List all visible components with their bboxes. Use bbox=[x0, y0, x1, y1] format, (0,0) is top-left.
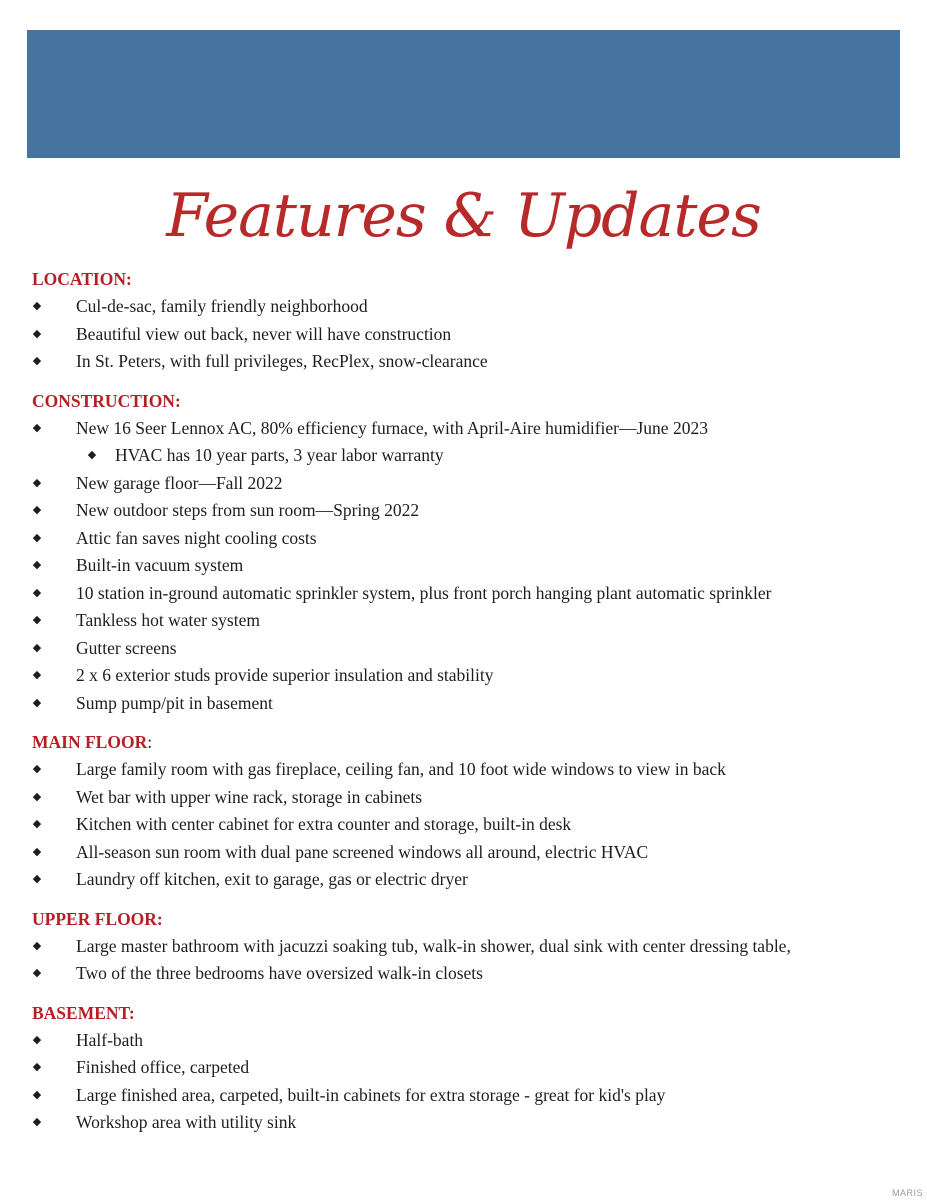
section-construction bbox=[32, 388, 912, 718]
list-item: ◆ Large master bathroom with jacuzzi soaking tub, walk-in shower, dual sink with center dressing table, bbox=[32, 933, 912, 961]
diamond-bullet-icon: ◆ bbox=[87, 449, 97, 461]
list-item: ◆ All-season sun room with dual pane screened windows all around, electric HVAC bbox=[32, 839, 912, 867]
section-basement bbox=[32, 1000, 912, 1137]
list-item: ◆ Large family room with gas fireplace, ceiling fan, and 10 foot wide windows to view in back bbox=[32, 756, 912, 784]
list-construction bbox=[32, 415, 912, 718]
list-item: ◆ New 16 Seer Lennox AC, 80% efficiency furnace, with April-Aire humidifier—June 2023 bbox=[32, 415, 912, 443]
list-item: ◆ Two of the three bedrooms have oversized walk-in closets bbox=[32, 960, 912, 988]
list-location bbox=[32, 293, 912, 376]
list-item: ◆ 2 x 6 exterior studs provide superior insulation and stability bbox=[32, 662, 912, 690]
diamond-bullet-icon: ◆ bbox=[32, 696, 42, 709]
diamond-bullet-icon: ◆ bbox=[32, 818, 42, 830]
page-title: Features & Updates bbox=[166, 181, 761, 251]
section-upper-floor bbox=[32, 906, 912, 988]
diamond-bullet-icon: ◆ bbox=[32, 586, 42, 599]
list-item: ◆ Beautiful view out back, never will have construction bbox=[32, 321, 912, 349]
diamond-bullet-icon: ◆ bbox=[32, 669, 42, 681]
list-item: ◆ Sump pump/pit in basement bbox=[32, 690, 912, 718]
diamond-bullet-icon: ◆ bbox=[32, 967, 42, 979]
list-item: ◆ New garage floor—Fall 2022 bbox=[32, 470, 912, 498]
list-item: ◆ Wet bar with upper wine rack, storage in cabinets bbox=[32, 784, 912, 812]
diamond-bullet-icon: ◆ bbox=[32, 476, 42, 489]
list-item: ◆ Laundry off kitchen, exit to garage, gas or electric dryer bbox=[32, 866, 912, 894]
section-title-location: LOCATION: bbox=[32, 269, 132, 289]
list-item: ◆ Kitchen with center cabinet for extra counter and storage, built-in desk bbox=[32, 811, 912, 839]
section-title-upper-floor: UPPER FLOOR: bbox=[32, 908, 163, 929]
diamond-bullet-icon: ◆ bbox=[32, 1061, 42, 1073]
diamond-bullet-icon: ◆ bbox=[32, 641, 42, 654]
diamond-bullet-icon: ◆ bbox=[32, 504, 42, 516]
list-item: ◆ In St. Peters, with full privileges, RecPlex, snow-clearance bbox=[32, 348, 912, 376]
section-location bbox=[32, 266, 912, 376]
list-item: ◆ Half-bath bbox=[32, 1027, 912, 1055]
list-item: ◆ Gutter screens bbox=[32, 635, 912, 663]
list-item: ◆ Cul-de-sac, family friendly neighborhood bbox=[32, 293, 912, 321]
diamond-bullet-icon: ◆ bbox=[32, 763, 42, 775]
list-item: ◆ Attic fan saves night cooling costs bbox=[32, 525, 912, 553]
diamond-bullet-icon: ◆ bbox=[32, 790, 42, 803]
diamond-bullet-icon: ◆ bbox=[32, 327, 42, 340]
list-main-floor bbox=[32, 756, 912, 894]
list-subitem: ◆ HVAC has 10 year parts, 3 year labor warranty bbox=[32, 442, 912, 470]
features-content bbox=[32, 266, 912, 1149]
list-upper-floor bbox=[32, 933, 912, 988]
watermark-label: MARIS bbox=[891, 1188, 923, 1198]
list-item: ◆ Finished office, carpeted bbox=[32, 1054, 912, 1082]
section-title-construction: CONSTRUCTION: bbox=[32, 390, 181, 411]
diamond-bullet-icon: ◆ bbox=[32, 873, 42, 885]
diamond-bullet-icon: ◆ bbox=[32, 531, 42, 544]
diamond-bullet-icon: ◆ bbox=[32, 559, 42, 571]
diamond-bullet-icon: ◆ bbox=[32, 300, 42, 312]
diamond-bullet-icon: ◆ bbox=[32, 1088, 42, 1101]
diamond-bullet-icon: ◆ bbox=[32, 421, 42, 434]
diamond-bullet-icon: ◆ bbox=[32, 1033, 42, 1046]
list-item: ◆ New outdoor steps from sun room—Spring 2022 bbox=[32, 497, 912, 525]
section-title-main-floor: MAIN FLOOR: bbox=[32, 732, 153, 752]
section-main-floor bbox=[32, 729, 912, 894]
diamond-bullet-icon: ◆ bbox=[32, 614, 42, 626]
section-title-basement: BASEMENT: bbox=[32, 1002, 135, 1023]
header-banner bbox=[27, 30, 900, 158]
diamond-bullet-icon: ◆ bbox=[32, 939, 42, 952]
diamond-bullet-icon: ◆ bbox=[32, 845, 42, 858]
list-item: ◆ 10 station in-ground automatic sprinkler system, plus front porch hanging plant automatic sprinkler bbox=[32, 580, 912, 608]
list-item: ◆ Built-in vacuum system bbox=[32, 552, 912, 580]
diamond-bullet-icon: ◆ bbox=[32, 1116, 42, 1128]
list-item: ◆ Workshop area with utility sink bbox=[32, 1109, 912, 1137]
list-item: ◆ Tankless hot water system bbox=[32, 607, 912, 635]
list-item: ◆ Large finished area, carpeted, built-in cabinets for extra storage - great for kid's play bbox=[32, 1082, 912, 1110]
diamond-bullet-icon: ◆ bbox=[32, 355, 42, 367]
list-basement bbox=[32, 1027, 912, 1137]
